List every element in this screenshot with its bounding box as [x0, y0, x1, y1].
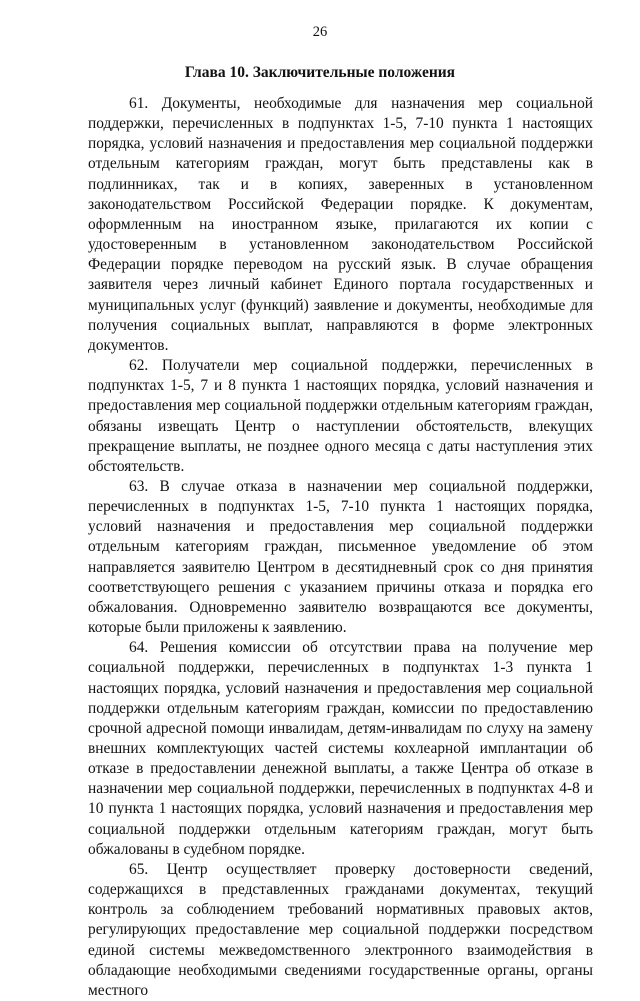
paragraph-65: 65. Центр осуществляет проверку достоверности сведений, содержащихся в представленных гражданами документах, текущий контроль за соблюдением требований нормативных правовых актов, регулирующих предоставление мер социальной поддержки посредством единой системы межведомственного электронного взаимодействия в обладающие необходимыми сведениями государственные органы, органы местного	[88, 860, 593, 999]
page-number: 26	[312, 24, 328, 40]
document-body	[88, 94, 593, 1001]
paragraph-63: 63. В случае отказа в назначении мер социальной поддержки, перечисленных в подпунктах 1-5, 7-10 пункта 1 настоящих порядка, условий назначения и предоставления мер социальной поддержки отдельным категориям граждан, письменное уведомление об этом направляется заявителю Центром в десятидневный срок со дня принятия соответствующего решения с указанием причины отказа и порядка его обжалования. Одновременно заявителю возвращаются все документы, которые были приложены к заявлению.	[88, 477, 593, 637]
chapter-title: Глава 10. Заключительные положения	[184, 64, 456, 81]
paragraph-62: 62. Получатели мер социальной поддержки, перечисленных в подпунктах 1-5, 7 и 8 пункта 1 настоящих порядка, условий назначения и предоставления мер социальной поддержки отдельным категориям граждан, обязаны извещать Центр о наступлении обстоятельств, влекущих прекращение выплаты, не позднее одного месяца с даты наступления этих обстоятельств.	[88, 357, 593, 475]
paragraph-61: 61. Документы, необходимые для назначения мер социальной поддержки, перечисленных в подпунктах 1-5, 7-10 пункта 1 настоящих порядка, условий назначения и предоставления мер социальной поддержки отдельным категориям граждан, могут быть представлены как в подлинниках, так и в копиях, заверенных в установленном законодательством Российской Федерации порядке. К документам, оформленным на иностранном языке, прилагаются их копии с удостоверенным в установленном законодательством Российской Федерации порядке переводом на русский язык. В случае обращения заявителя через личный кабинет Единого портала государственных и муниципальных услуг (функций) заявление и документы, необходимые для получения социальных выплат, направляются в форме электронных документов.	[88, 95, 593, 354]
paragraph-64: 64. Решения комиссии об отсутствии права на получение мер социальной поддержки, перечисленных в подпунктах 1-3 пункта 1 настоящих порядка, условий назначения и предоставления мер социальной поддержки отдельным категориям граждан, комиссии по предоставлению срочной адресной помощи инвалидам, детям-инвалидам по слуху на замену внешних комплектующих частей системы кохлеарной имплантации об отказе в предоставлении денежной выплаты, а также Центра об отказе в назначении мер социальной поддержки, перечисленных в подпунктах 4-8 и 10 пункта 1 настоящих порядка, условий назначения и предоставления мер социальной поддержки отдельным категориям граждан, могут быть обжалованы в судебном порядке.	[88, 639, 593, 858]
